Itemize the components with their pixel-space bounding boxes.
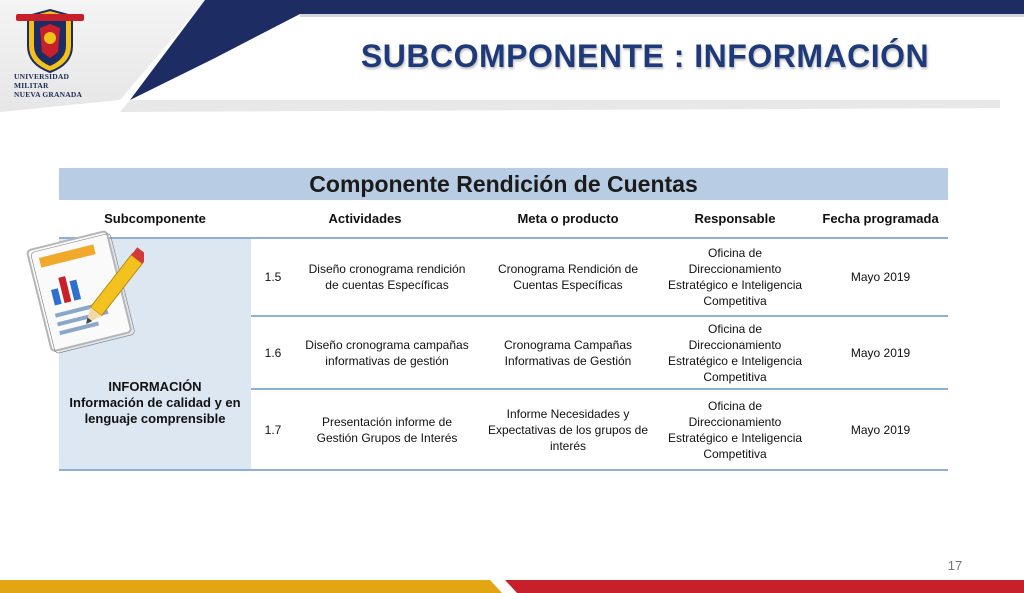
- header-responsable: Responsable: [657, 200, 813, 238]
- header-meta: Meta o producto: [479, 200, 657, 238]
- header-subcomponente: Subcomponente: [59, 200, 251, 238]
- row-fecha: Mayo 2019: [813, 389, 948, 470]
- row-id: 1.6: [251, 316, 295, 389]
- row-fecha: Mayo 2019: [813, 238, 948, 316]
- subcomponent-name: INFORMACIÓN: [108, 379, 202, 394]
- row-meta: Informe Necesidades y Expectativas de los grupos de interés: [487, 406, 649, 453]
- row-meta: Cronograma Campañas Informativas de Gestión: [503, 337, 633, 368]
- row-actividad: Diseño cronograma campañas informativas de gestión: [305, 337, 469, 368]
- row-responsable: Oficina de Direccionamiento Estratégico e Inteligencia Competitiva: [667, 398, 803, 461]
- subcomponent-description: Información de calidad y en lenguaje comprensible: [69, 395, 241, 426]
- report-document-icon: [24, 220, 144, 360]
- row-id: 1.5: [251, 238, 295, 316]
- row-id: 1.7: [251, 389, 295, 470]
- row-actividad: Diseño cronograma rendición de cuentas Específicas: [308, 262, 466, 292]
- header-fecha: Fecha programada: [813, 200, 948, 238]
- table-header-row: [59, 200, 948, 238]
- university-name: UNIVERSIDAD MILITAR NUEVA GRANADA: [14, 72, 83, 99]
- header-actividades: Actividades: [251, 200, 479, 238]
- table-caption: Componente Rendición de Cuentas: [59, 168, 948, 200]
- row-actividad: Presentación informe de Gestión Grupos de Interés: [316, 414, 458, 445]
- row-responsable: Oficina de Direccionamiento Estratégico e Inteligencia Competitiva: [667, 246, 803, 308]
- slide-title: SUBCOMPONENTE : INFORMACIÓN: [360, 38, 930, 74]
- row-meta: Cronograma Rendición de Cuentas Específicas: [497, 262, 639, 292]
- table-row: [59, 238, 948, 316]
- row-responsable: Oficina de Direccionamiento Estratégico e Inteligencia Competitiva: [667, 321, 803, 384]
- row-fecha: Mayo 2019: [813, 316, 948, 389]
- footer-band: [0, 580, 1024, 593]
- rendicion-table: [59, 168, 948, 471]
- page-number: 17: [947, 558, 963, 573]
